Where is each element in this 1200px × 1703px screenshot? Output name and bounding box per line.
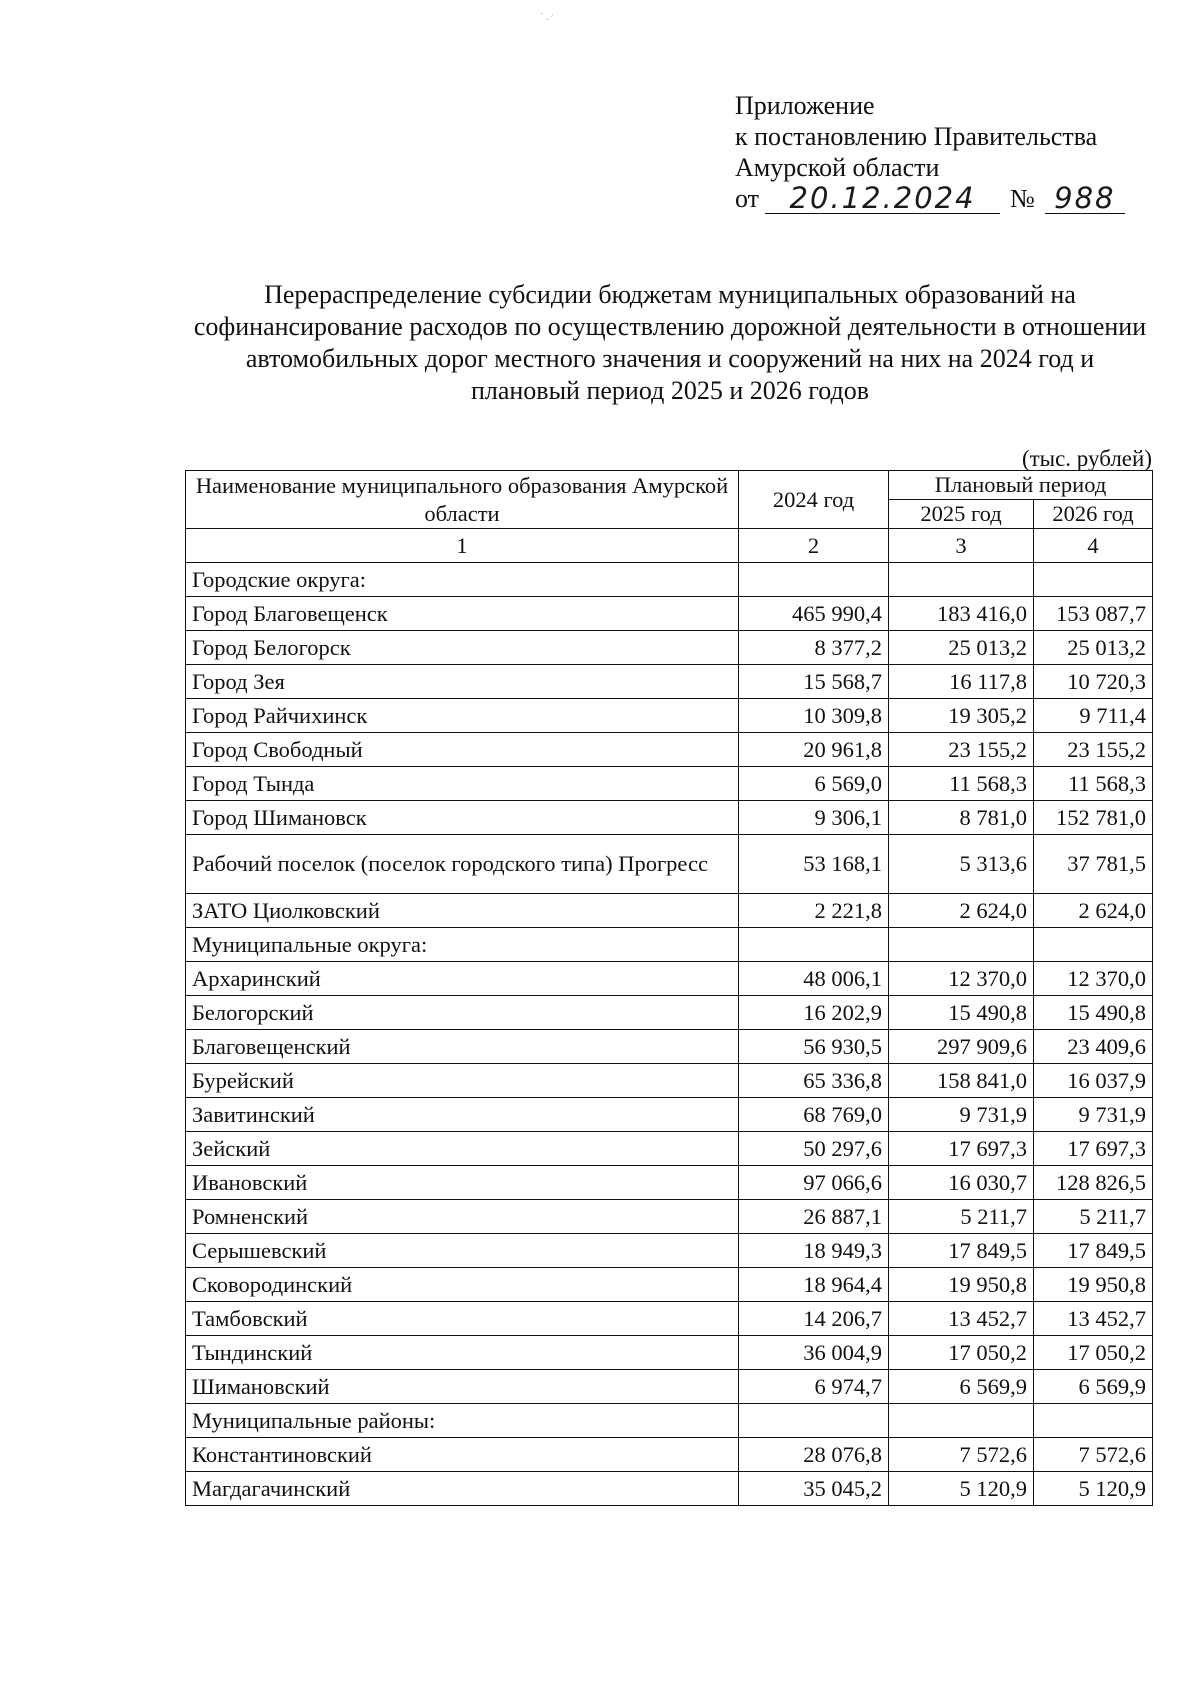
municipality-name: Благовещенский [186,1030,739,1064]
handwritten-number: 988 [1045,183,1125,214]
table-row [186,597,1153,631]
value-2025: 15 490,8 [889,996,1034,1030]
value-2026: 7 572,6 [1034,1438,1153,1472]
value-2025: 5 313,6 [889,835,1034,894]
empty-cell [1034,928,1153,962]
value-2025: 158 841,0 [889,1064,1034,1098]
empty-cell [889,1404,1034,1438]
municipality-name: Константиновский [186,1438,739,1472]
municipality-name: Город Райчихинск [186,699,739,733]
table-row [186,1132,1153,1166]
municipality-name: Город Благовещенск [186,597,739,631]
table-row [186,996,1153,1030]
table-row [186,1234,1153,1268]
value-2026: 13 452,7 [1034,1302,1153,1336]
column-number: 2 [739,529,889,563]
municipality-name: Город Тында [186,767,739,801]
value-2026: 25 013,2 [1034,631,1153,665]
value-2026: 6 569,9 [1034,1370,1153,1404]
value-2024: 465 990,4 [739,597,889,631]
value-2024: 68 769,0 [739,1098,889,1132]
value-2024: 48 006,1 [739,962,889,996]
value-2024: 50 297,6 [739,1132,889,1166]
value-2025: 13 452,7 [889,1302,1034,1336]
section-title: Муниципальные районы: [186,1404,739,1438]
value-2026: 152 781,0 [1034,801,1153,835]
table-row [186,767,1153,801]
table-row [186,1064,1153,1098]
table-body [186,529,1153,1506]
value-2026: 15 490,8 [1034,996,1153,1030]
appendix-line-3: Амурской области [735,153,940,182]
value-2025: 17 050,2 [889,1336,1034,1370]
units-label: (тыс. рублей) [1021,446,1152,471]
value-2026: 11 568,3 [1034,767,1153,801]
value-2025: 8 781,0 [889,801,1034,835]
municipality-name: Тындинский [186,1336,739,1370]
column-number-row [186,529,1153,563]
value-2025: 19 305,2 [889,699,1034,733]
value-2026: 17 697,3 [1034,1132,1153,1166]
column-number: 3 [889,529,1034,563]
municipality-name: ЗАТО Циолковский [186,894,739,928]
date-prefix: от [735,184,760,213]
municipality-name: Рабочий поселок (поселок городского типа) Прогресс [186,835,739,894]
section-row [186,928,1153,962]
municipality-name: Город Свободный [186,733,739,767]
value-2024: 10 309,8 [739,699,889,733]
empty-cell [739,928,889,962]
municipality-name: Архаринский [186,962,739,996]
value-2025: 16 117,8 [889,665,1034,699]
value-2026: 17 849,5 [1034,1234,1153,1268]
value-2025: 7 572,6 [889,1438,1034,1472]
municipality-name: Город Зея [186,665,739,699]
table-row [186,962,1153,996]
table-row [186,665,1153,699]
table-row [186,1200,1153,1234]
section-row [186,1404,1153,1438]
value-2026: 23 155,2 [1034,733,1153,767]
value-2025: 9 731,9 [889,1098,1034,1132]
subsidy-table [185,470,1153,1506]
value-2024: 2 221,8 [739,894,889,928]
value-2025: 25 013,2 [889,631,1034,665]
value-2024: 53 168,1 [739,835,889,894]
table-row [186,1302,1153,1336]
table-row [186,1370,1153,1404]
value-2024: 8 377,2 [739,631,889,665]
value-2025: 16 030,7 [889,1166,1034,1200]
value-2025: 17 849,5 [889,1234,1034,1268]
value-2026: 19 950,8 [1034,1268,1153,1302]
value-2026: 16 037,9 [1034,1064,1153,1098]
value-2024: 20 961,8 [739,733,889,767]
header-name: Наименование муниципального образования Амурской области [186,471,739,529]
value-2024: 18 949,3 [739,1234,889,1268]
table-row [186,1336,1153,1370]
table-row [186,1030,1153,1064]
municipality-name: Белогорский [186,996,739,1030]
municipality-name: Ивановский [186,1166,739,1200]
section-title: Муниципальные округа: [186,928,739,962]
municipality-name: Сковородинский [186,1268,739,1302]
value-2025: 11 568,3 [889,767,1034,801]
value-2024: 35 045,2 [739,1472,889,1506]
value-2024: 6 569,0 [739,767,889,801]
value-2025: 12 370,0 [889,962,1034,996]
value-2024: 9 306,1 [739,801,889,835]
empty-cell [739,1404,889,1438]
municipality-name: Зейский [186,1132,739,1166]
empty-cell [1034,563,1153,597]
handwritten-date: 20.12.2024 [765,183,1000,214]
appendix-date-line [735,183,1125,214]
value-2026: 2 624,0 [1034,894,1153,928]
table-row [186,699,1153,733]
value-2025: 2 624,0 [889,894,1034,928]
value-2026: 12 370,0 [1034,962,1153,996]
value-2026: 9 731,9 [1034,1098,1153,1132]
header-2024: 2024 год [739,471,889,529]
value-2026: 37 781,5 [1034,835,1153,894]
table-row [186,801,1153,835]
table-row [186,1438,1153,1472]
municipality-name: Бурейский [186,1064,739,1098]
value-2026: 10 720,3 [1034,665,1153,699]
value-2025: 5 211,7 [889,1200,1034,1234]
table-row [186,835,1153,894]
municipality-name: Завитинский [186,1098,739,1132]
municipality-name: Шимановский [186,1370,739,1404]
scan-marks: ˙ . ׳ [540,12,554,23]
value-2025: 23 155,2 [889,733,1034,767]
empty-cell [739,563,889,597]
table-row [186,631,1153,665]
value-2024: 16 202,9 [739,996,889,1030]
value-2024: 15 568,7 [739,665,889,699]
value-2024: 36 004,9 [739,1336,889,1370]
municipality-name: Город Шимановск [186,801,739,835]
section-row [186,563,1153,597]
value-2025: 183 416,0 [889,597,1034,631]
column-number: 1 [186,529,739,563]
value-2024: 56 930,5 [739,1030,889,1064]
value-2026: 5 120,9 [1034,1472,1153,1506]
table-row [186,1268,1153,1302]
header-planned: Плановый период [889,471,1153,500]
column-number: 4 [1034,529,1153,563]
value-2024: 6 974,7 [739,1370,889,1404]
value-2026: 23 409,6 [1034,1030,1153,1064]
municipality-name: Серышевский [186,1234,739,1268]
value-2024: 28 076,8 [739,1438,889,1472]
empty-cell [889,563,1034,597]
municipality-name: Магдагачинский [186,1472,739,1506]
empty-cell [1034,1404,1153,1438]
municipality-name: Город Белогорск [186,631,739,665]
municipality-name: Тамбовский [186,1302,739,1336]
number-label: № [1010,184,1035,213]
value-2026: 128 826,5 [1034,1166,1153,1200]
table-row [186,1472,1153,1506]
table-row [186,1166,1153,1200]
table-row [186,1098,1153,1132]
value-2024: 97 066,6 [739,1166,889,1200]
appendix-line-1: Приложение [735,91,875,120]
table-row [186,894,1153,928]
value-2026: 153 087,7 [1034,597,1153,631]
header-2025: 2025 год [889,500,1034,529]
value-2025: 17 697,3 [889,1132,1034,1166]
value-2024: 14 206,7 [739,1302,889,1336]
value-2025: 297 909,6 [889,1030,1034,1064]
document-title: Перераспределение субсидии бюджетам муниципальных образований на софинансирование расходов по осуществлению дорожной деятельности в отношении автомобильных дорог местного значения и сооружений на них на 2024 год и плановый период 2025 и 2026 годов [193,280,1147,405]
section-title: Городские округа: [186,563,739,597]
value-2025: 5 120,9 [889,1472,1034,1506]
appendix-block [735,90,1125,214]
value-2024: 65 336,8 [739,1064,889,1098]
value-2026: 17 050,2 [1034,1336,1153,1370]
appendix-line-2: к постановлению Правительства [735,122,1098,151]
header-2026: 2026 год [1034,500,1153,529]
value-2024: 18 964,4 [739,1268,889,1302]
value-2026: 9 711,4 [1034,699,1153,733]
municipality-name: Ромненский [186,1200,739,1234]
empty-cell [889,928,1034,962]
table-row [186,733,1153,767]
value-2025: 6 569,9 [889,1370,1034,1404]
value-2026: 5 211,7 [1034,1200,1153,1234]
value-2024: 26 887,1 [739,1200,889,1234]
value-2025: 19 950,8 [889,1268,1034,1302]
